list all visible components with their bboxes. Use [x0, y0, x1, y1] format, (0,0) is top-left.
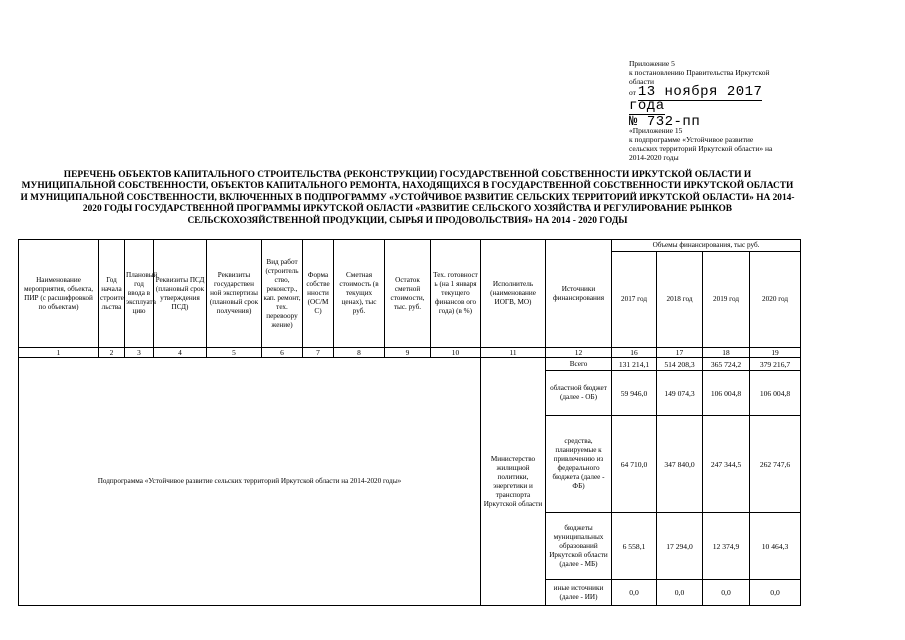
col-number: 18 — [703, 348, 750, 358]
header-psd: Реквизиты ПСД (плановый срок утверждения ПСД) — [154, 240, 207, 348]
appendix-5-line3: области — [629, 77, 655, 86]
col-number: 7 — [303, 348, 334, 358]
decree-number: 732-пп — [646, 114, 701, 130]
col-number: 5 — [207, 348, 262, 358]
col-number: 10 — [431, 348, 481, 358]
header-sources: Источники финансирования — [546, 240, 612, 348]
header-remaining: Остаток сметной стоимости, тыс. руб. — [385, 240, 431, 348]
value-2020: 262 747,6 — [750, 416, 801, 513]
header-2017: 2017 год — [612, 252, 657, 348]
source-label: областной бюджет (далее - ОБ) — [546, 371, 612, 416]
col-number: 16 — [612, 348, 657, 358]
col-number: 8 — [334, 348, 385, 358]
value-2019: 106 004,8 — [703, 371, 750, 416]
header-year-plan: Плановый год ввода в эксплуата цию — [125, 240, 154, 348]
value-2018: 514 208,3 — [657, 358, 703, 371]
value-2018: 347 840,0 — [657, 416, 703, 513]
appendix-5-line2: к постановлению Правительства Иркутской — [629, 68, 770, 77]
value-2020: 106 004,8 — [750, 371, 801, 416]
header-2019: 2019 год — [703, 252, 750, 348]
source-label: иные источники (далее - ИИ) — [546, 580, 612, 606]
col-number: 12 — [546, 348, 612, 358]
value-2017: 131 214,1 — [612, 358, 657, 371]
decree-date-line — [629, 85, 799, 113]
header-readiness: Тех. готовност ь (на 1 января текущего финансов ого года) (в %) — [431, 240, 481, 348]
appendix-15-line4: 2014-2020 годы — [629, 153, 679, 162]
value-2017: 59 946,0 — [612, 371, 657, 416]
subprogram-name: Подпрограмма «Устойчивое развитие сельских территорий Иркутской области на 2014-2020 годы» — [19, 358, 481, 606]
appendix-5-header — [629, 59, 799, 129]
header-name: Наименование мероприятия, объекта, ПИР (с расшифровкой по объектам) — [19, 240, 99, 348]
col-number: 9 — [385, 348, 431, 358]
col-number: 6 — [262, 348, 303, 358]
value-2019: 12 374,9 — [703, 513, 750, 580]
header-expertise: Реквизиты государствен ной экспертизы (плановый срок получения) — [207, 240, 262, 348]
header-2020: 2020 год — [750, 252, 801, 348]
decree-date: 13 ноября 2017 года — [629, 84, 763, 114]
header-funding-group: Объемы финансирования, тыс руб. — [612, 240, 801, 252]
value-2017: 64 710,0 — [612, 416, 657, 513]
value-2020: 0,0 — [750, 580, 801, 606]
objects-table — [18, 239, 801, 606]
col-number: 2 — [99, 348, 125, 358]
table-row — [19, 358, 801, 371]
header-cost: Сметная стоимость (в текущих ценах), тыс руб. — [334, 240, 385, 348]
header-year-start: Год начала строите льства — [99, 240, 125, 348]
header-work-type: Вид работ (строитель ство, реконстр., кап. ремонт, тех. перевоору жение) — [262, 240, 303, 348]
source-label: Всего — [546, 358, 612, 371]
value-2017: 0,0 — [612, 580, 657, 606]
value-2018: 17 294,0 — [657, 513, 703, 580]
source-label: бюджеты муниципальных образований Иркутской области (далее - МБ) — [546, 513, 612, 580]
value-2018: 0,0 — [657, 580, 703, 606]
document-title: ПЕРЕЧЕНЬ ОБЪЕКТОВ КАПИТАЛЬНОГО СТРОИТЕЛЬСТВА (РЕКОНСТРУКЦИИ) ГОСУДАРСТВЕННОЙ СОБСТВЕННОСТИ ИРКУТСКОЙ ОБЛАСТИ И МУНИЦИПАЛЬНОЙ СОБСТВЕННОСТИ, ОБЪЕКТОВ КАПИТАЛЬНОГО РЕМОНТА, НАХОДЯЩИХСЯ В ГОСУДАРСТВЕННОЙ СОБСТВЕННОСТИ ИРКУТСКОЙ ОБЛАСТИ И МУНИЦИПАЛЬНОЙ СОБСТВЕННОСТИ, ВКЛЮЧЕННЫХ В ПОДПРОГРАММУ «УСТОЙЧИВОЕ РАЗВИТИЕ СЕЛЬСКИХ ТЕРРИТОРИЙ ИРКУТСКОЙ ОБЛАСТИ» НА 2014-2020 ГОДЫ ГОСУДАРСТВЕННОЙ ПРОГРАММЫ ИРКУТСКОЙ ОБЛАСТИ «РАЗВИТИЕ СЕЛЬСКОГО ХОЗЯЙСТВА И РЕГУЛИРОВАНИЕ РЫНКОВ СЕЛЬСКОХОЗЯЙСТВЕННОЙ ПРОДУКЦИИ, СЫРЬЯ И ПРОДОВОЛЬСТВИЯ» НА 2014 - 2020 ГОДЫ — [20, 170, 795, 226]
appendix-15-header — [629, 126, 804, 162]
appendix-15-line3: сельских территорий Иркутской области» на — [629, 144, 773, 153]
value-2019: 0,0 — [703, 580, 750, 606]
source-label: средства, планируемые к привлечению из федерального бюджета (далее - ФБ) — [546, 416, 612, 513]
value-2018: 149 074,3 — [657, 371, 703, 416]
value-2020: 10 464,3 — [750, 513, 801, 580]
col-number: 4 — [154, 348, 207, 358]
value-2020: 379 216,7 — [750, 358, 801, 371]
col-number: 3 — [125, 348, 154, 358]
executor-name: Министерство жилищной политики, энергетики и транспорта Иркутской области — [481, 358, 546, 606]
value-2019: 247 344,5 — [703, 416, 750, 513]
value-2019: 365 724,2 — [703, 358, 750, 371]
col-number: 1 — [19, 348, 99, 358]
col-number: 17 — [657, 348, 703, 358]
decree-number-prefix: № — [629, 114, 638, 130]
header-2018: 2018 год — [657, 252, 703, 348]
header-ownership: Форма собстве нности (ОС/М С) — [303, 240, 334, 348]
appendix-15-line2: к подпрограмме «Устойчивое развитие — [629, 135, 754, 144]
decree-date-prefix: от — [629, 88, 636, 97]
col-number: 11 — [481, 348, 546, 358]
header-executor: Исполнитель (наименование ИОГВ, МО) — [481, 240, 546, 348]
appendix-15-line1: «Приложение 15 — [629, 126, 683, 135]
appendix-5-line1: Приложение 5 — [629, 59, 675, 68]
col-number: 19 — [750, 348, 801, 358]
value-2017: 6 558,1 — [612, 513, 657, 580]
